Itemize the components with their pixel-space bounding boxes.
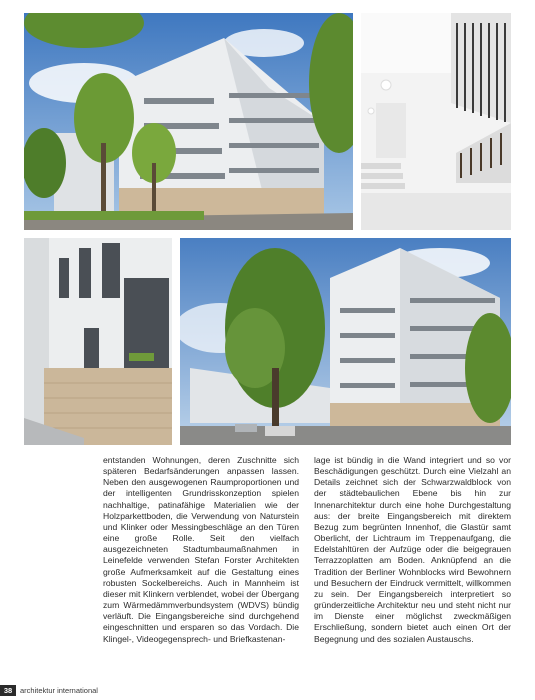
photo-building-street-view — [24, 13, 353, 230]
magazine-name: architektur international — [20, 685, 98, 695]
page-number: 38 — [0, 685, 16, 696]
photo-stairwell-interior — [361, 13, 511, 230]
article-text-column-right: lage ist bündig in die Wand integriert und so vor Beschädigungen geschützt. Durch eine Vielzahl an Details zeichnet sich der Schwarzwaldblock von der städtebaulichen Ebene bis hin zur Innenarchitektur durch eine hohe Durchgestaltung aus: der breite Eingangsbereich mit direktem Bezug zum begrünten Innenhof, die Glastür samt Oberlicht, der Lichtraum im Treppenaufgang, die Edelstahltüren der Aufzüge oder die beigegrauen Terrazzoplatten am Boden. Anknüpfend an die Tradition der Berliner Wohnblocks wird Bewohnern und Besuchern der Eindruck vermittelt, willkommen zu sein. Der Eingangsbereich interpretiert so gründerzeitliche Architektur neu und steht nicht nur im Dienste einer möglichst zweckmäßigen Erschließung, sondern bietet auch einen Ort der Begegnung und des sozialen Austauschs. — [314, 455, 511, 644]
photo-facade-detail — [24, 238, 172, 445]
page-footer — [0, 684, 98, 696]
article-text-column-left: entstanden Wohnungen, deren Zuschnitte sich späteren Bedarfsänderungen anpassen lassen. Neben den ausgewogenen Raumproportionen und der intelligenten Grundrisskonzeption spielen nachhaltige, patinafähige Materialien wie der Holzparkettboden, die Verwendung von Naturstein und Klinker oder Messingbeschläge an den Türen eine große Rolle. Seit den vielfach ausgezeichneten Stadtumbaumaßnahmen in Leinefelde verwenden Stefan Forster Architekten große Aufmerksamkeit auf die Gestaltung eines robusten Sockelbereichs. Auch in Mannheim ist dieser mit Klinkern verblendet, wobei der Übergang zum Wärmedämmverbundsystem (WDVS) bündig verläuft. Die Eingangsbereiche sind durchgehend eingeschnitten und ersparen so das Vordach. Die Klingel-, Videogegensprech- und Briefkastenan- — [103, 455, 299, 644]
photo-building-corner-view — [180, 238, 511, 445]
